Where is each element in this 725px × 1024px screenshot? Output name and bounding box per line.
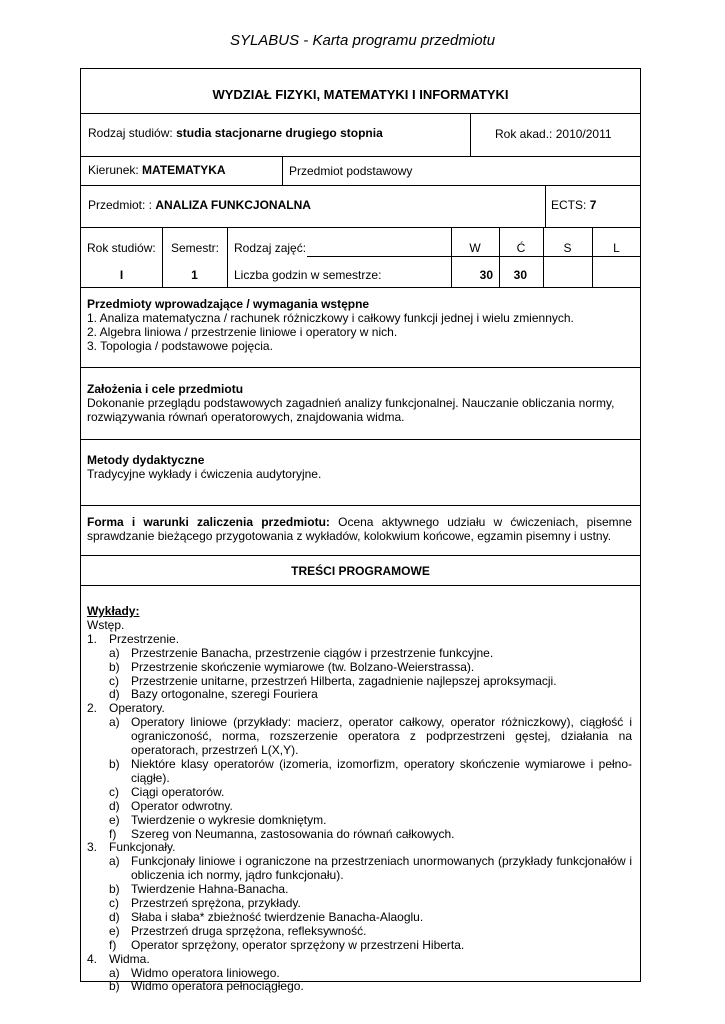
semester-label: Semestr:	[171, 241, 220, 255]
field-of-study: Kierunek: MATEMATYKA	[88, 163, 226, 177]
topic-letter: f)	[109, 826, 117, 841]
methods-text: Tradycyjne wykłady i ćwiczenia audytoryjne.	[87, 467, 322, 481]
divider	[81, 227, 640, 228]
topic-text: Przestrzenie skończenie wymiarowe (tw. Bolzano-Weierstrassa).	[131, 659, 475, 674]
lecture-topic	[87, 661, 632, 675]
section-title: Przestrzenie.	[109, 631, 180, 646]
topic-text: Ciągi operatorów.	[131, 784, 225, 799]
lecture-topic	[87, 883, 632, 897]
page-header: SYLABUS - Karta programu przedmiotu	[229, 32, 496, 49]
hours-label: Liczba godzin w semestrze:	[234, 268, 382, 282]
topic-letter: c)	[109, 896, 119, 911]
topic-letter: d)	[109, 687, 120, 702]
section-title: Widma.	[109, 951, 150, 966]
subject: Przedmiot: : ANALIZA FUNKCJONALNA	[88, 198, 311, 212]
lecture-topic	[87, 716, 632, 758]
divider	[470, 113, 471, 156]
topic-text: Przestrzenie Banacha, przestrzenie ciągów i przestrzenie funkcyjne.	[131, 645, 494, 660]
lectures-intro: Wstęp.	[87, 617, 125, 632]
assessment-text: Ocena aktywnego udziału w ćwiczeniach, pisemne sprawdzanie bieżącego przygotowania z wykładów, kolokwium końcowe, egzamin pisemny i ustny.	[87, 515, 632, 543]
topic-text: Operator sprzężony, operator sprzężony w przestrzeni Hiberta.	[131, 937, 465, 952]
divider	[81, 156, 640, 157]
topic-letter: d)	[109, 798, 120, 813]
column-c: Ć	[516, 241, 526, 255]
topic-text: Widmo operatora pełnociągłego.	[131, 979, 304, 994]
lecture-topic	[87, 814, 632, 828]
divider	[307, 256, 640, 257]
divider	[81, 367, 640, 368]
hours-w: 30	[479, 268, 493, 282]
topic-text: Operatory liniowe (przykłady: macierz, operator całkowy, operator różniczkowy), ciągłość i ograniczoność, norma, rozszerzenie operatora z podprzestrzeni gęstej, działania na operatorach, przestrzeń L(X,Y).	[131, 715, 632, 758]
lecture-topic	[87, 925, 632, 939]
topic-letter: a)	[109, 965, 120, 980]
column-s: S	[563, 241, 572, 255]
prerequisite-item: 2. Algebra liniowa / przestrzenie liniowe i operatory w nich.	[87, 325, 398, 339]
topic-text: Widmo operatora liniowego.	[131, 965, 280, 980]
topic-text: Słaba i słaba* zbieżność twierdzenie Banacha-Alaoglu.	[131, 909, 424, 924]
lecture-list	[87, 605, 632, 994]
topic-text: Szereg von Neumanna, zastosowania do równań całkowych.	[131, 826, 455, 841]
program-title: TREŚCI PROGRAMOWE	[291, 564, 430, 578]
divider	[227, 227, 228, 287]
divider	[81, 505, 640, 506]
divider	[592, 227, 593, 287]
year-label: Rok studiów:	[87, 241, 156, 255]
methods-title: Metody dydaktyczne	[87, 453, 205, 467]
lecture-topic	[87, 939, 632, 953]
column-l: L	[613, 241, 620, 255]
column-w: W	[469, 241, 481, 255]
lecture-topic	[87, 647, 632, 661]
lecture-topic	[87, 786, 632, 800]
lecture-topic	[87, 980, 632, 994]
lecture-sections	[87, 633, 632, 995]
lecture-topic	[87, 855, 632, 883]
course-type: Przedmiot podstawowy	[289, 164, 413, 178]
divider	[81, 287, 640, 288]
methods-section	[87, 453, 632, 481]
section-number: 1.	[87, 631, 98, 646]
lecture-section	[87, 702, 632, 716]
topic-text: Przestrzeń sprężona, przykłady.	[131, 896, 301, 911]
lecture-topic	[87, 758, 632, 786]
topic-text: Przestrzeń druga sprzężona, refleksywność.	[131, 923, 367, 938]
prerequisite-item: 1. Analiza matematyczna / rachunek różniczkowy i całkowy funkcji jednej i wielu zmiennych.	[87, 311, 574, 325]
topic-letter: f)	[109, 937, 117, 952]
ects: ECTS: 7	[551, 198, 597, 212]
lecture-topic	[87, 967, 632, 981]
section-number: 4.	[87, 951, 98, 966]
divider	[81, 185, 640, 186]
section-number: 3.	[87, 840, 98, 855]
topic-letter: e)	[109, 923, 120, 938]
prerequisites-section	[87, 297, 632, 353]
lecture-topic	[87, 897, 632, 911]
topic-letter: c)	[109, 784, 119, 799]
study-type: Rodzaj studiów: studia stacjonarne drugiego stopnia	[88, 126, 383, 140]
lectures-label: Wykłady:	[87, 604, 140, 618]
topic-text: Funkcjonały liniowe i ograniczone na przestrzeniach unormowanych (przykłady funkcjonałów i obliczenia ich normy, jądro funkcjonału).	[131, 854, 632, 883]
topic-text: Twierdzenie o wykresie domkniętym.	[131, 812, 327, 827]
academic-year: Rok akad.: 2010/2011	[495, 127, 612, 141]
section-title: Operatory.	[109, 701, 165, 716]
lecture-section	[87, 841, 632, 855]
topic-letter: d)	[109, 909, 120, 924]
topic-text: Twierdzenie Hahna-Banacha.	[131, 882, 289, 897]
goals-text: Dokonanie przeglądu podstawowych zagadnień analizy funkcjonalnej. Nauczanie obliczania normy, rozwiązywania równań operatorowych, znajdowania widma.	[87, 396, 615, 424]
divider	[282, 156, 283, 185]
goals-title: Założenia i cele przedmiotu	[87, 382, 244, 396]
topic-letter: a)	[109, 645, 120, 660]
divider	[81, 113, 640, 114]
hours-c: 30	[513, 268, 527, 282]
topic-letter: e)	[109, 812, 120, 827]
assessment-section	[87, 515, 632, 543]
divider	[545, 185, 546, 227]
topic-text: Przestrzenie unitarne, przestrzeń Hilberta, zagadnienie najlepszej aproksymacji.	[131, 673, 557, 688]
lecture-topic	[87, 828, 632, 842]
section-title: Funkcjonały.	[109, 840, 176, 855]
lecture-topic	[87, 688, 632, 702]
divider	[543, 227, 544, 287]
divider	[81, 585, 640, 586]
lecture-topic	[87, 800, 632, 814]
year-value: I	[119, 268, 124, 282]
semester-value: 1	[191, 268, 198, 282]
divider	[81, 439, 640, 440]
prerequisite-item: 3. Topologia / podstawowe pojęcia.	[87, 339, 273, 353]
topic-letter: b)	[109, 979, 120, 994]
topic-text: Operator odwrotny.	[131, 798, 233, 813]
section-number: 2.	[87, 701, 98, 716]
assessment-title: Forma i warunki zaliczenia przedmiotu:	[87, 515, 330, 529]
class-type-label: Rodzaj zajęć:	[234, 241, 307, 255]
goals-section	[87, 382, 632, 424]
syllabus-table	[80, 68, 641, 994]
topic-letter: b)	[109, 659, 120, 674]
lecture-topic	[87, 675, 632, 689]
topic-letter: b)	[109, 882, 120, 897]
topic-letter: a)	[109, 715, 120, 730]
divider	[81, 555, 640, 556]
lecture-section	[87, 633, 632, 647]
topic-letter: c)	[109, 673, 119, 688]
faculty-name: WYDZIAŁ FIZYKI, MATEMATYKI I INFORMATYKI	[212, 87, 509, 102]
topic-letter: a)	[109, 854, 120, 869]
topic-text: Niektóre klasy operatorów (izomeria, izomorfizm, operatory skończenie wymiarowe i pełno-ciągłe).	[131, 756, 632, 785]
topic-letter: b)	[109, 756, 120, 771]
topic-text: Bazy ortogonalne, szeregi Fouriera	[131, 687, 318, 702]
prerequisites-title: Przedmioty wprowadzające / wymagania wstępne	[87, 297, 370, 311]
lecture-topic	[87, 911, 632, 925]
lecture-section	[87, 953, 632, 967]
